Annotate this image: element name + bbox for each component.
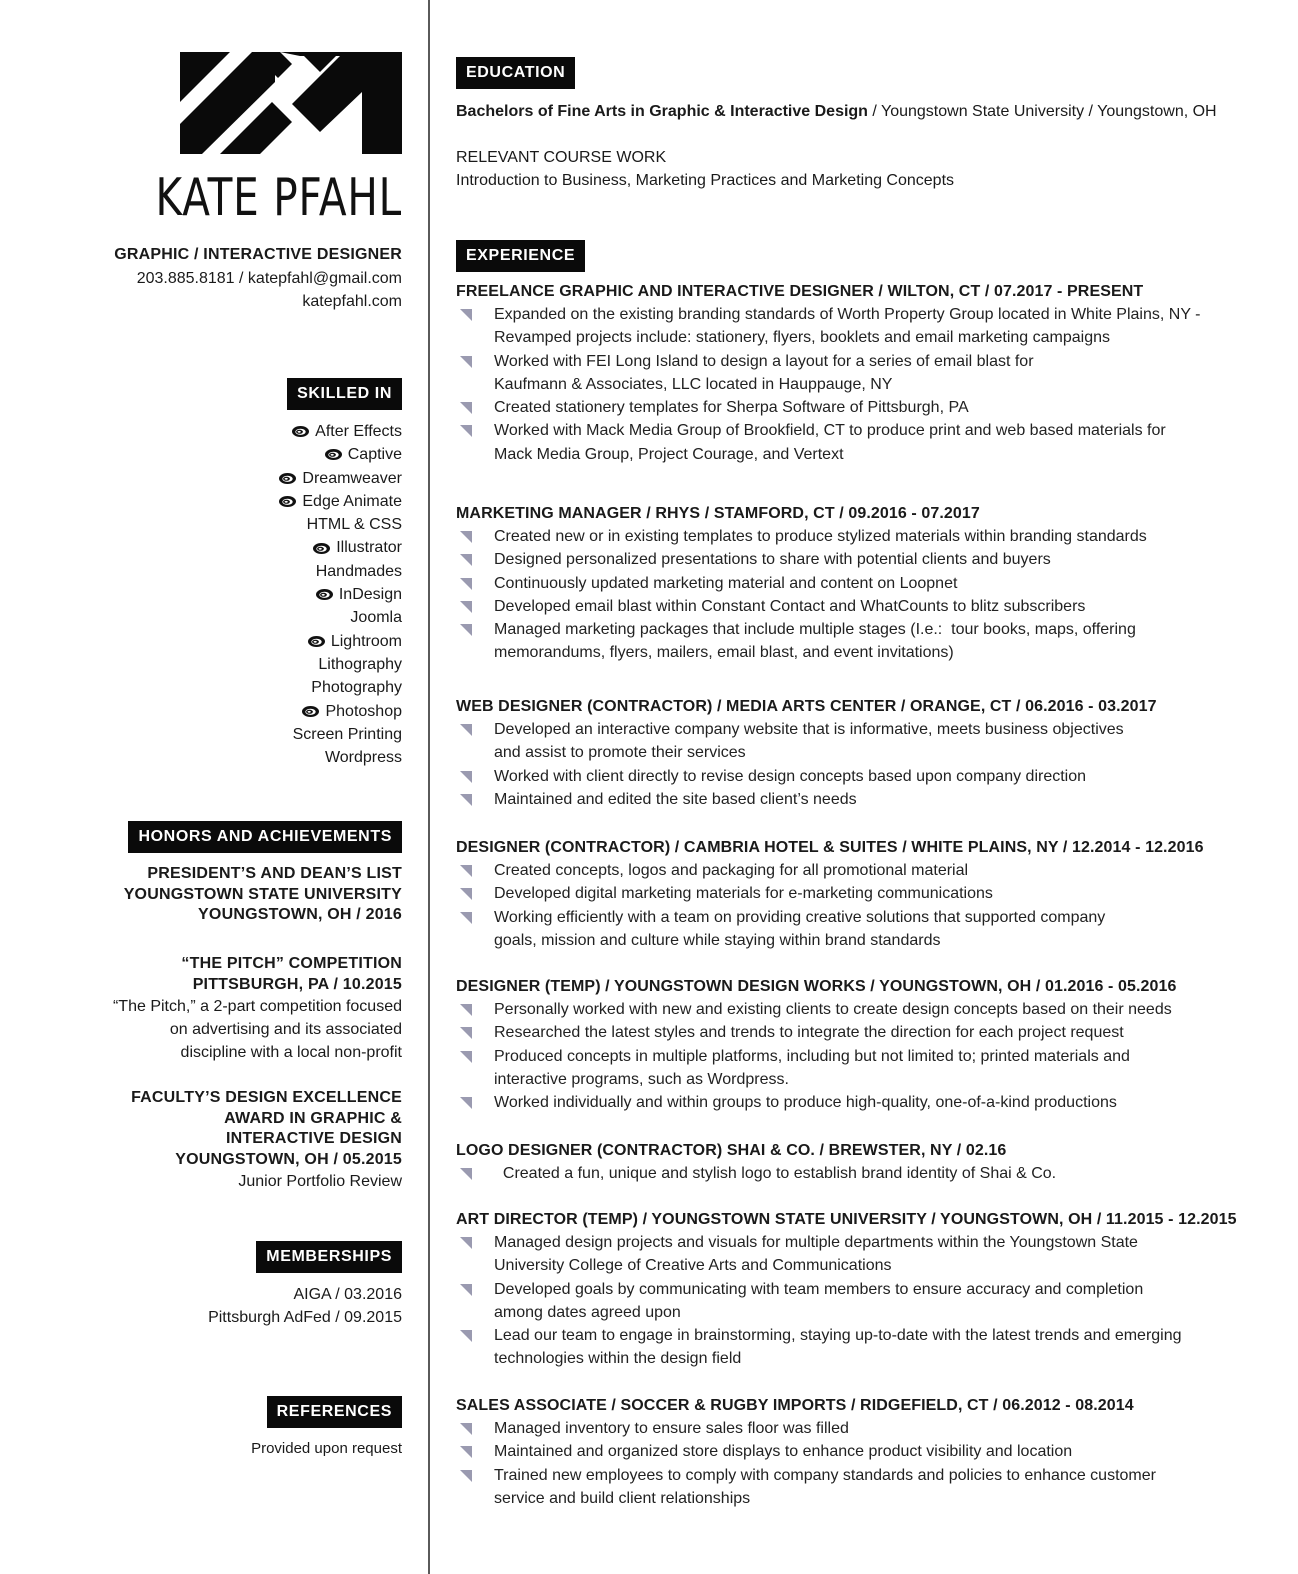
degree: Bachelors of Fine Arts in Graphic & Interactive Design bbox=[456, 103, 868, 120]
job-entry bbox=[456, 1208, 1256, 1371]
job-bullet-text: Managed design projects and visuals for multiple departments within the Youngstown State bbox=[494, 1234, 1138, 1251]
job-bullet bbox=[456, 1091, 1256, 1114]
column-divider bbox=[428, 0, 430, 1574]
job-bullet-text: Researched the latest styles and trends to integrate the direction for each project request bbox=[494, 1024, 1124, 1042]
skill-label: InDesign bbox=[338, 586, 402, 604]
skill-label: Captive bbox=[347, 446, 402, 464]
job-bullet-text: among dates agreed upon bbox=[494, 1303, 681, 1321]
honor-location-date: PITTSBURGH, PA / 10.2015 bbox=[192, 975, 402, 993]
skill-item bbox=[102, 443, 402, 466]
honor-description: on advertising and its associated bbox=[169, 1021, 402, 1038]
job-bullet-text: memorandums, flyers, mailers, email blast, and event invitations) bbox=[494, 644, 954, 662]
job-bullet-continuation bbox=[456, 443, 1256, 466]
job-bullet-continuation bbox=[456, 1301, 1256, 1324]
skill-label: Illustrator bbox=[336, 539, 402, 557]
job-bullet-text: Lead our team to engage in brainstorming, staying up-to-date with the latest trends and emerging bbox=[494, 1327, 1182, 1345]
job-bullet bbox=[456, 303, 1256, 326]
skill-item bbox=[102, 700, 402, 723]
honor-location-date: YOUNGSTOWN, OH / 2016 bbox=[198, 906, 402, 923]
membership-aiga: AIGA / 03.2016 bbox=[293, 1286, 402, 1303]
job-bullet-text: Maintained and edited the site based client’s needs bbox=[494, 790, 857, 808]
job-bullet-continuation bbox=[456, 1254, 1256, 1277]
job-bullet bbox=[456, 765, 1256, 788]
skill-label: HTML & CSS bbox=[306, 516, 402, 534]
job-bullet-text: Mack Media Group, Project Courage, and Vertext bbox=[494, 445, 844, 463]
honor-title: AWARD IN GRAPHIC & bbox=[224, 1109, 402, 1127]
coursework-text: Introduction to Business, Marketing Practices and Marketing Concepts bbox=[456, 172, 955, 189]
job-title: SALES ASSOCIATE / SOCCER & RUGBY IMPORTS / RIDGEFIELD, CT / 06.2012 - 08.2014 bbox=[456, 1397, 1134, 1414]
job-bullet-text: technologies within the design field bbox=[494, 1350, 742, 1368]
job-bullet bbox=[456, 396, 1256, 419]
job-entry bbox=[456, 1139, 1256, 1185]
job-bullet-text: Produced concepts in multiple platforms, including but not limited to; printed materials and bbox=[494, 1047, 1130, 1065]
job-bullet-text: Created stationery templates for Sherpa Software of Pittsburgh, PA bbox=[494, 399, 969, 417]
references-text: Provided upon request bbox=[251, 1440, 402, 1457]
job-bullet-text: Created new or in existing templates to produce stylized materials within branding standards bbox=[494, 528, 1147, 545]
job-bullet-text: Revamped projects include: stationery, flyers, booklets and email marketing campaigns bbox=[494, 329, 1110, 347]
job-bullet-continuation bbox=[456, 641, 1256, 664]
skill-item bbox=[102, 420, 402, 443]
job-bullet-continuation bbox=[456, 373, 1256, 396]
memberships-heading: MEMBERSHIPS bbox=[256, 1241, 402, 1273]
skill-item bbox=[102, 467, 402, 490]
triangle-bullet-icon bbox=[460, 554, 472, 566]
job-bullet bbox=[456, 548, 1256, 571]
creative-cloud-icon bbox=[312, 542, 331, 555]
experience-heading: EXPERIENCE bbox=[456, 240, 585, 272]
skill-item bbox=[102, 513, 402, 536]
skill-item bbox=[102, 630, 402, 653]
job-bullet-text: Trained new employees to comply with company standards and policies to enhance customer bbox=[494, 1466, 1156, 1484]
job-title: ART DIRECTOR (TEMP) / YOUNGSTOWN STATE UNIVERSITY / YOUNGSTOWN, OH / 11.2015 - 12.2015 bbox=[456, 1211, 1237, 1228]
job-bullet bbox=[456, 788, 1256, 811]
honor-title: “THE PITCH” COMPETITION bbox=[181, 955, 402, 972]
honor-the-pitch bbox=[42, 954, 402, 1064]
job-entry bbox=[456, 975, 1256, 1114]
job-bullet bbox=[456, 1278, 1256, 1301]
job-bullet bbox=[456, 525, 1256, 548]
job-bullet-text: Worked individually and within groups to produce high-quality, one-of-a-kind productions bbox=[494, 1094, 1117, 1112]
job-bullet bbox=[456, 1231, 1256, 1254]
phone-email: 203.885.8181 / katepfahl@gmail.com bbox=[136, 270, 402, 287]
job-bullet-continuation bbox=[456, 1068, 1256, 1091]
job-entry bbox=[456, 836, 1256, 952]
triangle-bullet-icon bbox=[460, 1168, 472, 1180]
triangle-bullet-icon bbox=[460, 356, 472, 368]
creative-cloud-icon bbox=[278, 495, 297, 508]
job-bullet-continuation bbox=[456, 1347, 1256, 1370]
creative-cloud-icon bbox=[301, 705, 320, 718]
honor-description: “The Pitch,” a 2-part competition focused bbox=[112, 998, 402, 1015]
skills-heading: SKILLED IN bbox=[287, 378, 402, 410]
skill-item bbox=[102, 560, 402, 583]
skill-item bbox=[102, 676, 402, 699]
job-bullet bbox=[456, 618, 1256, 641]
job-bullet-text: Maintained and organized store displays to enhance product visibility and location bbox=[494, 1443, 1073, 1461]
job-entry bbox=[456, 1394, 1256, 1510]
job-bullet bbox=[456, 1324, 1256, 1347]
job-title: LOGO DESIGNER (CONTRACTOR) SHAI & CO. / BREWSTER, NY / 02.16 bbox=[456, 1142, 1007, 1159]
triangle-bullet-icon bbox=[460, 624, 472, 636]
honor-faculty-award bbox=[42, 1088, 402, 1193]
skill-label: Dreamweaver bbox=[302, 469, 402, 487]
job-bullet-text: Developed an interactive company website that is informative, meets business objectives bbox=[494, 721, 1124, 738]
job-bullet bbox=[456, 882, 1256, 905]
job-bullet-continuation bbox=[456, 326, 1256, 349]
job-bullet bbox=[456, 1417, 1256, 1440]
job-bullet-text: Continuously updated marketing material and content on Loopnet bbox=[494, 574, 958, 592]
job-bullet-text: Developed digital marketing materials for e-marketing communications bbox=[494, 885, 993, 903]
kp-monogram-logo bbox=[180, 52, 402, 154]
coursework-heading: RELEVANT COURSE WORK bbox=[456, 149, 667, 166]
triangle-bullet-icon bbox=[460, 531, 472, 543]
skill-label: Lithography bbox=[318, 655, 402, 673]
job-bullet-text: Expanded on the existing branding standards of Worth Property Group located in White Plains, NY - bbox=[494, 306, 1201, 323]
job-bullet-text: Worked with client directly to revise design concepts based upon company direction bbox=[494, 767, 1087, 785]
honor-description: Junior Portfolio Review bbox=[238, 1173, 402, 1190]
membership-adfed: Pittsburgh AdFed / 09.2015 bbox=[208, 1309, 402, 1326]
job-bullet-text: Created a fun, unique and stylish logo to establish brand identity of Shai & Co. bbox=[494, 1165, 1057, 1182]
creative-cloud-icon bbox=[278, 472, 297, 485]
skill-label: Lightroom bbox=[330, 632, 402, 650]
job-bullet-text: Created concepts, logos and packaging for all promotional material bbox=[494, 862, 969, 879]
honor-title: FACULTY’S DESIGN EXCELLENCE bbox=[131, 1089, 402, 1106]
triangle-bullet-icon bbox=[460, 1051, 472, 1063]
job-title: DESIGNER (CONTRACTOR) / CAMBRIA HOTEL & SUITES / WHITE PLAINS, NY / 12.2014 - 12.2016 bbox=[456, 839, 1204, 856]
job-bullet-text: Managed marketing packages that include multiple stages (I.e.: tour books, maps, offering bbox=[494, 621, 1136, 639]
job-bullet-text: Developed goals by communicating with team members to ensure accuracy and completion bbox=[494, 1280, 1144, 1298]
job-bullet-text: and assist to promote their services bbox=[494, 744, 746, 762]
degree-line bbox=[456, 100, 1217, 123]
triangle-bullet-icon bbox=[460, 1237, 472, 1249]
job-bullet-text: University College of Creative Arts and Communications bbox=[494, 1257, 892, 1275]
honor-location-date: YOUNGSTOWN, OH / 05.2015 bbox=[175, 1150, 402, 1168]
job-entry bbox=[456, 280, 1256, 466]
skill-label: After Effects bbox=[315, 423, 402, 440]
job-bullet-text: goals, mission and culture while staying within brand standards bbox=[494, 931, 941, 949]
creative-cloud-icon bbox=[307, 635, 326, 648]
skill-item bbox=[102, 723, 402, 746]
job-title: DESIGNER (TEMP) / YOUNGSTOWN DESIGN WORKS / YOUNGSTOWN, OH / 01.2016 - 05.2016 bbox=[456, 978, 1177, 995]
candidate-name: KATE PFAHL bbox=[155, 168, 402, 228]
job-bullet-continuation bbox=[456, 1487, 1256, 1510]
job-bullet bbox=[456, 718, 1256, 741]
skill-item bbox=[102, 583, 402, 606]
triangle-bullet-icon bbox=[460, 888, 472, 900]
skill-item bbox=[102, 746, 402, 769]
job-bullet bbox=[456, 1021, 1256, 1044]
job-bullet bbox=[456, 1045, 1256, 1068]
skill-label: Photography bbox=[311, 679, 402, 697]
triangle-bullet-icon bbox=[460, 601, 472, 613]
triangle-bullet-icon bbox=[460, 724, 472, 736]
skill-item bbox=[102, 606, 402, 629]
honor-title: INTERACTIVE DESIGN bbox=[225, 1130, 402, 1147]
triangle-bullet-icon bbox=[460, 1004, 472, 1016]
skill-item bbox=[102, 490, 402, 513]
creative-cloud-icon bbox=[291, 425, 310, 438]
job-bullet bbox=[456, 419, 1256, 442]
job-bullet-continuation bbox=[456, 929, 1256, 952]
job-bullet bbox=[456, 595, 1256, 618]
job-entry bbox=[456, 695, 1256, 811]
job-bullet-text: Managed inventory to ensure sales floor was filled bbox=[494, 1420, 849, 1437]
job-bullet-continuation bbox=[456, 741, 1256, 764]
skill-label: Handmades bbox=[315, 562, 402, 580]
job-bullet-text: Personally worked with new and existing clients to create design concepts based on their needs bbox=[494, 1001, 1172, 1018]
triangle-bullet-icon bbox=[460, 309, 472, 321]
triangle-bullet-icon bbox=[460, 771, 472, 783]
honor-description: discipline with a local non-profit bbox=[180, 1044, 402, 1061]
triangle-bullet-icon bbox=[460, 578, 472, 590]
job-bullet bbox=[456, 572, 1256, 595]
job-bullet-text: service and build client relationships bbox=[494, 1489, 751, 1507]
skill-label: Joomla bbox=[350, 609, 402, 627]
job-bullet bbox=[456, 1464, 1256, 1487]
honor-institution: YOUNGSTOWN STATE UNIVERSITY bbox=[123, 885, 402, 903]
triangle-bullet-icon bbox=[460, 1097, 472, 1109]
creative-cloud-icon bbox=[315, 588, 334, 601]
job-bullet-text: Worked with FEI Long Island to design a layout for a series of email blast for bbox=[494, 352, 1034, 370]
creative-cloud-icon bbox=[324, 448, 343, 461]
job-title: FREELANCE GRAPHIC AND INTERACTIVE DESIGNER / WILTON, CT / 07.2017 - PRESENT bbox=[456, 283, 1144, 300]
website: katepfahl.com bbox=[302, 293, 402, 310]
education-heading: EDUCATION bbox=[456, 57, 575, 89]
honor-presidents-list bbox=[42, 864, 402, 926]
job-bullet bbox=[456, 1440, 1256, 1463]
triangle-bullet-icon bbox=[460, 794, 472, 806]
job-bullet-text: interactive programs, such as Wordpress. bbox=[494, 1070, 789, 1088]
job-bullet bbox=[456, 1162, 1256, 1185]
job-bullet bbox=[456, 998, 1256, 1021]
triangle-bullet-icon bbox=[460, 1423, 472, 1435]
triangle-bullet-icon bbox=[460, 1330, 472, 1342]
job-title: MARKETING MANAGER / RHYS / STAMFORD, CT / 09.2016 - 07.2017 bbox=[456, 505, 980, 522]
job-title: WEB DESIGNER (CONTRACTOR) / MEDIA ARTS CENTER / ORANGE, CT / 06.2016 - 03.2017 bbox=[456, 698, 1157, 715]
skill-item bbox=[102, 653, 402, 676]
triangle-bullet-icon bbox=[460, 402, 472, 414]
job-bullet-text: Kaufmann & Associates, LLC located in Hauppauge, NY bbox=[494, 375, 893, 393]
triangle-bullet-icon bbox=[460, 1470, 472, 1482]
references-heading: REFERENCES bbox=[267, 1396, 402, 1428]
skill-label: Screen Printing bbox=[292, 725, 402, 743]
triangle-bullet-icon bbox=[460, 912, 472, 924]
triangle-bullet-icon bbox=[460, 1027, 472, 1039]
job-bullet bbox=[456, 859, 1256, 882]
skill-label: Edge Animate bbox=[302, 492, 402, 510]
job-bullet-text: Worked with Mack Media Group of Brookfield, CT to produce print and web based materials for bbox=[494, 422, 1166, 440]
triangle-bullet-icon bbox=[460, 1284, 472, 1296]
job-entry bbox=[456, 502, 1256, 665]
skill-item bbox=[102, 536, 402, 559]
skill-label: Photoshop bbox=[325, 702, 402, 720]
triangle-bullet-icon bbox=[460, 425, 472, 437]
job-bullet bbox=[456, 906, 1256, 929]
job-bullet-text: Developed email blast within Constant Contact and WhatCounts to blitz subscribers bbox=[494, 597, 1086, 615]
job-bullet bbox=[456, 350, 1256, 373]
job-bullet-text: Designed personalized presentations to share with potential clients and buyers bbox=[494, 551, 1051, 569]
job-title: GRAPHIC / INTERACTIVE DESIGNER bbox=[114, 246, 402, 263]
school: / Youngstown State University / Youngstown, OH bbox=[867, 103, 1217, 120]
honor-title: PRESIDENT’S AND DEAN’S LIST bbox=[147, 865, 402, 882]
skill-label: Wordpress bbox=[324, 749, 402, 767]
triangle-bullet-icon bbox=[460, 1446, 472, 1458]
triangle-bullet-icon bbox=[460, 865, 472, 877]
skills-list bbox=[102, 420, 402, 769]
job-bullet-text: Working efficiently with a team on providing creative solutions that supported company bbox=[494, 908, 1106, 926]
honors-heading: HONORS AND ACHIEVEMENTS bbox=[128, 821, 402, 853]
